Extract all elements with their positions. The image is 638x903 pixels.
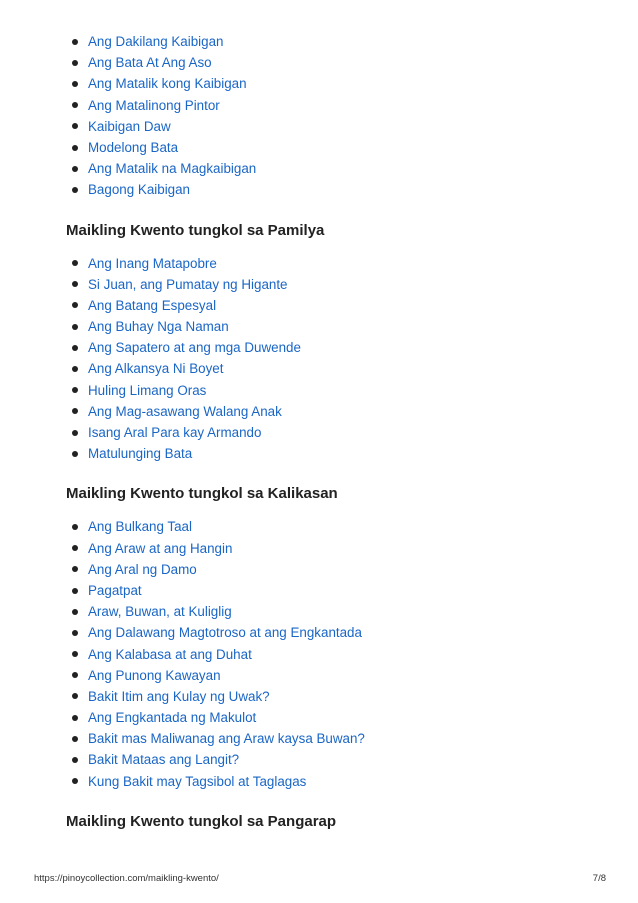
bullet-icon xyxy=(72,302,78,308)
story-link[interactable]: Ang Alkansya Ni Boyet xyxy=(88,361,224,377)
bullet-icon xyxy=(72,451,78,457)
story-link[interactable]: Kaibigan Daw xyxy=(88,118,171,134)
story-link[interactable]: Ang Aral ng Damo xyxy=(88,561,197,577)
bullet-icon xyxy=(72,81,78,87)
story-link[interactable]: Bagong Kaibigan xyxy=(88,182,191,198)
list-item xyxy=(72,443,606,464)
section-heading-pangarap: Maikling Kwento tungkol sa Pangarap xyxy=(66,812,337,830)
bullet-icon xyxy=(72,187,78,193)
footer-page-number: 7/8 xyxy=(592,873,606,884)
list-item xyxy=(72,422,606,443)
story-link[interactable]: Ang Inang Matapobre xyxy=(88,255,217,271)
story-list-friendship xyxy=(66,31,606,201)
list-item xyxy=(72,749,606,770)
list-item xyxy=(72,31,606,52)
story-link[interactable]: Ang Bata At Ang Aso xyxy=(88,55,212,71)
story-link[interactable]: Ang Dalawang Magtotroso at ang Engkantada xyxy=(88,625,362,641)
story-list-kalikasan xyxy=(66,516,606,791)
list-item xyxy=(72,137,606,158)
footer-url: https://pinoycollection.com/maikling-kwento/ xyxy=(34,873,219,884)
bullet-icon xyxy=(72,102,78,108)
story-link[interactable]: Ang Matalinong Pintor xyxy=(88,97,220,113)
bullet-icon xyxy=(72,651,78,657)
list-item xyxy=(72,665,606,686)
story-link[interactable]: Ang Matalik na Magkaibigan xyxy=(88,161,257,177)
story-link[interactable]: Ang Mag-asawang Walang Anak xyxy=(88,403,282,419)
story-link[interactable]: Modelong Bata xyxy=(88,139,179,155)
list-item xyxy=(72,95,606,116)
bullet-icon xyxy=(72,39,78,45)
list-item xyxy=(72,622,606,643)
bullet-icon xyxy=(72,408,78,414)
bullet-icon xyxy=(72,609,78,615)
list-item xyxy=(72,337,606,358)
list-item xyxy=(72,358,606,379)
story-link[interactable]: Ang Matalik kong Kaibigan xyxy=(88,76,247,92)
bullet-icon xyxy=(72,145,78,151)
story-link[interactable]: Ang Dakilang Kaibigan xyxy=(88,34,224,49)
list-item xyxy=(72,116,606,137)
document-content xyxy=(66,31,606,840)
list-item xyxy=(72,686,606,707)
list-item xyxy=(72,516,606,537)
story-link[interactable]: Bakit mas Maliwanag ang Araw kaysa Buwan? xyxy=(88,731,365,747)
story-link[interactable]: Ang Engkantada ng Makulot xyxy=(88,710,257,726)
bullet-icon xyxy=(72,545,78,551)
story-link[interactable]: Ang Sapatero at ang mga Duwende xyxy=(88,340,301,356)
story-link[interactable]: Ang Bulkang Taal xyxy=(88,519,192,535)
list-item xyxy=(72,559,606,580)
list-item xyxy=(72,707,606,728)
bullet-icon xyxy=(72,778,78,784)
list-item xyxy=(72,601,606,622)
bullet-icon xyxy=(72,630,78,636)
story-list-pamilya xyxy=(66,253,606,465)
page-footer xyxy=(34,873,606,884)
list-item xyxy=(72,274,606,295)
story-link[interactable]: Bakit Itim ang Kulay ng Uwak? xyxy=(88,688,270,704)
story-link[interactable]: Kung Bakit may Tagsibol at Taglagas xyxy=(88,773,307,789)
story-link[interactable]: Pagatpat xyxy=(88,582,142,598)
bullet-icon xyxy=(72,387,78,393)
story-link[interactable]: Bakit Mataas ang Langit? xyxy=(88,752,240,768)
story-link[interactable]: Matulunging Bata xyxy=(88,446,193,462)
story-link[interactable]: Ang Kalabasa at ang Duhat xyxy=(88,646,252,662)
bullet-icon xyxy=(72,60,78,66)
list-item xyxy=(72,295,606,316)
section-heading-kalikasan: Maikling Kwento tungkol sa Kalikasan xyxy=(66,485,338,503)
list-item xyxy=(72,380,606,401)
bullet-icon xyxy=(72,693,78,699)
list-item xyxy=(72,728,606,749)
list-item xyxy=(72,580,606,601)
bullet-icon xyxy=(72,524,78,530)
bullet-icon xyxy=(72,281,78,287)
list-item xyxy=(72,538,606,559)
story-link[interactable]: Ang Punong Kawayan xyxy=(88,667,221,683)
story-link[interactable]: Araw, Buwan, at Kuliglig xyxy=(88,604,232,620)
list-item xyxy=(72,253,606,274)
story-link[interactable]: Huling Limang Oras xyxy=(88,382,207,398)
list-item xyxy=(72,73,606,94)
story-link[interactable]: Ang Araw at ang Hangin xyxy=(88,540,233,556)
list-item xyxy=(72,401,606,422)
bullet-icon xyxy=(72,345,78,351)
list-item xyxy=(72,179,606,200)
bullet-icon xyxy=(72,588,78,594)
bullet-icon xyxy=(72,166,78,172)
bullet-icon xyxy=(72,736,78,742)
list-item xyxy=(72,316,606,337)
bullet-icon xyxy=(72,366,78,372)
story-link[interactable]: Si Juan, ang Pumatay ng Higante xyxy=(88,276,288,292)
story-link[interactable]: Ang Buhay Nga Naman xyxy=(88,319,229,335)
bullet-icon xyxy=(72,566,78,572)
bullet-icon xyxy=(72,430,78,436)
list-item xyxy=(72,158,606,179)
story-link[interactable]: Ang Batang Espesyal xyxy=(88,297,217,313)
bullet-icon xyxy=(72,715,78,721)
bullet-icon xyxy=(72,757,78,763)
list-item xyxy=(72,771,606,792)
section-heading-pamilya: Maikling Kwento tungkol sa Pamilya xyxy=(66,221,325,239)
bullet-icon xyxy=(72,672,78,678)
story-link[interactable]: Isang Aral Para kay Armando xyxy=(88,425,262,440)
list-item xyxy=(72,52,606,73)
list-item xyxy=(72,644,606,665)
bullet-icon xyxy=(72,123,78,129)
bullet-icon xyxy=(72,260,78,266)
bullet-icon xyxy=(72,324,78,330)
